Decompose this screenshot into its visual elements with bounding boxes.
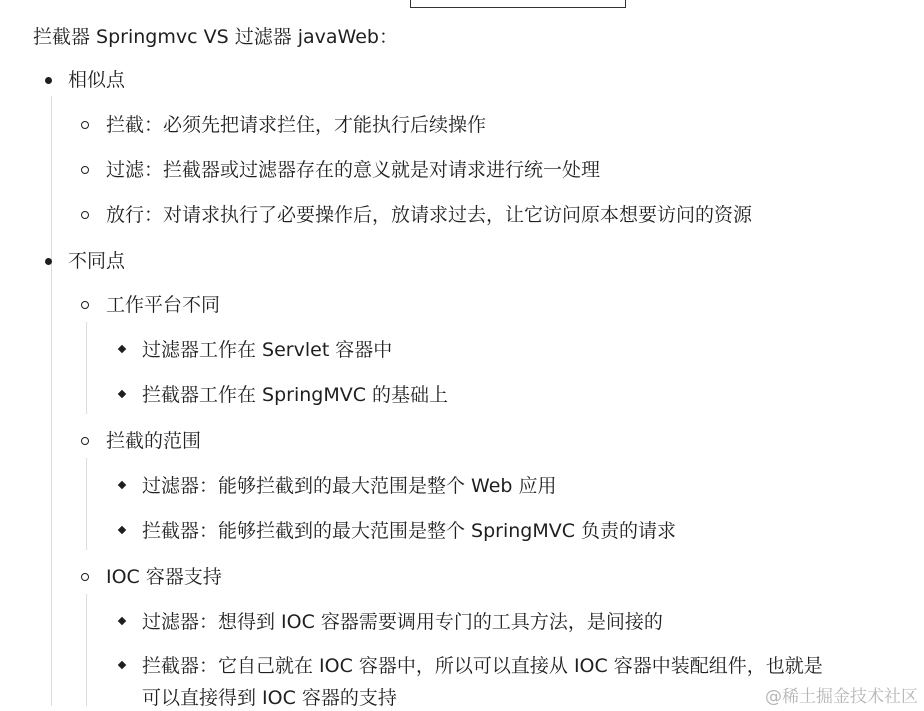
document-heading: 拦截器 Springmvc VS 过滤器 javaWeb： [33,26,398,48]
sub-list-item-continuation: 可以直接得到 IOC 容器的支持 [142,687,397,709]
list-guide-line-level2-b [86,458,87,550]
section-title-different: 不同点 [68,250,126,272]
bullet-diamond-icon [118,481,126,489]
bullet-diamond-icon [118,345,126,353]
bullet-diamond-icon [118,390,126,398]
list-item: 过滤：拦截器或过滤器存在的意义就是对请求进行统一处理 [106,159,601,181]
bullet-circle-icon [81,437,89,445]
sub-list-item: 过滤器：想得到 IOC 容器需要调用专门的工具方法，是间接的 [142,611,663,633]
sub-list-item: 拦截器：它自己就在 IOC 容器中，所以可以直接从 IOC 容器中装配组件，也就是 [142,655,823,677]
bullet-disc-icon [45,77,52,84]
bullet-diamond-icon [118,526,126,534]
sub-list-item: 过滤器工作在 Servlet 容器中 [142,339,393,361]
list-guide-line-level2-a [86,322,87,414]
list-item: 放行：对请求执行了必要操作后，放请求过去，让它访问原本想要访问的资源 [106,204,753,226]
bullet-circle-icon [81,166,89,174]
list-guide-line-level1 [51,96,52,706]
sub-list-item: 拦截器：能够拦截到的最大范围是整个 SpringMVC 负责的请求 [142,520,677,542]
list-item: 拦截：必须先把请求拦住，才能执行后续操作 [106,114,487,136]
bullet-circle-icon [81,211,89,219]
bullet-circle-icon [81,121,89,129]
watermark: @稀土掘金技术社区 [765,687,918,707]
bullet-circle-icon [81,301,89,309]
list-guide-line-level2-c [86,594,87,706]
top-frame-border [410,0,626,8]
sub-list-item: 过滤器：能够拦截到的最大范围是整个 Web 应用 [142,475,557,497]
list-item: IOC 容器支持 [106,566,222,588]
bullet-diamond-icon [118,617,126,625]
list-item: 工作平台不同 [106,294,221,316]
bullet-diamond-icon [118,661,126,669]
bullet-circle-icon [81,573,89,581]
bullet-disc-icon [45,258,52,265]
sub-list-item: 拦截器工作在 SpringMVC 的基础上 [142,384,449,406]
section-title-similar: 相似点 [68,69,126,91]
list-item: 拦截的范围 [106,430,202,452]
